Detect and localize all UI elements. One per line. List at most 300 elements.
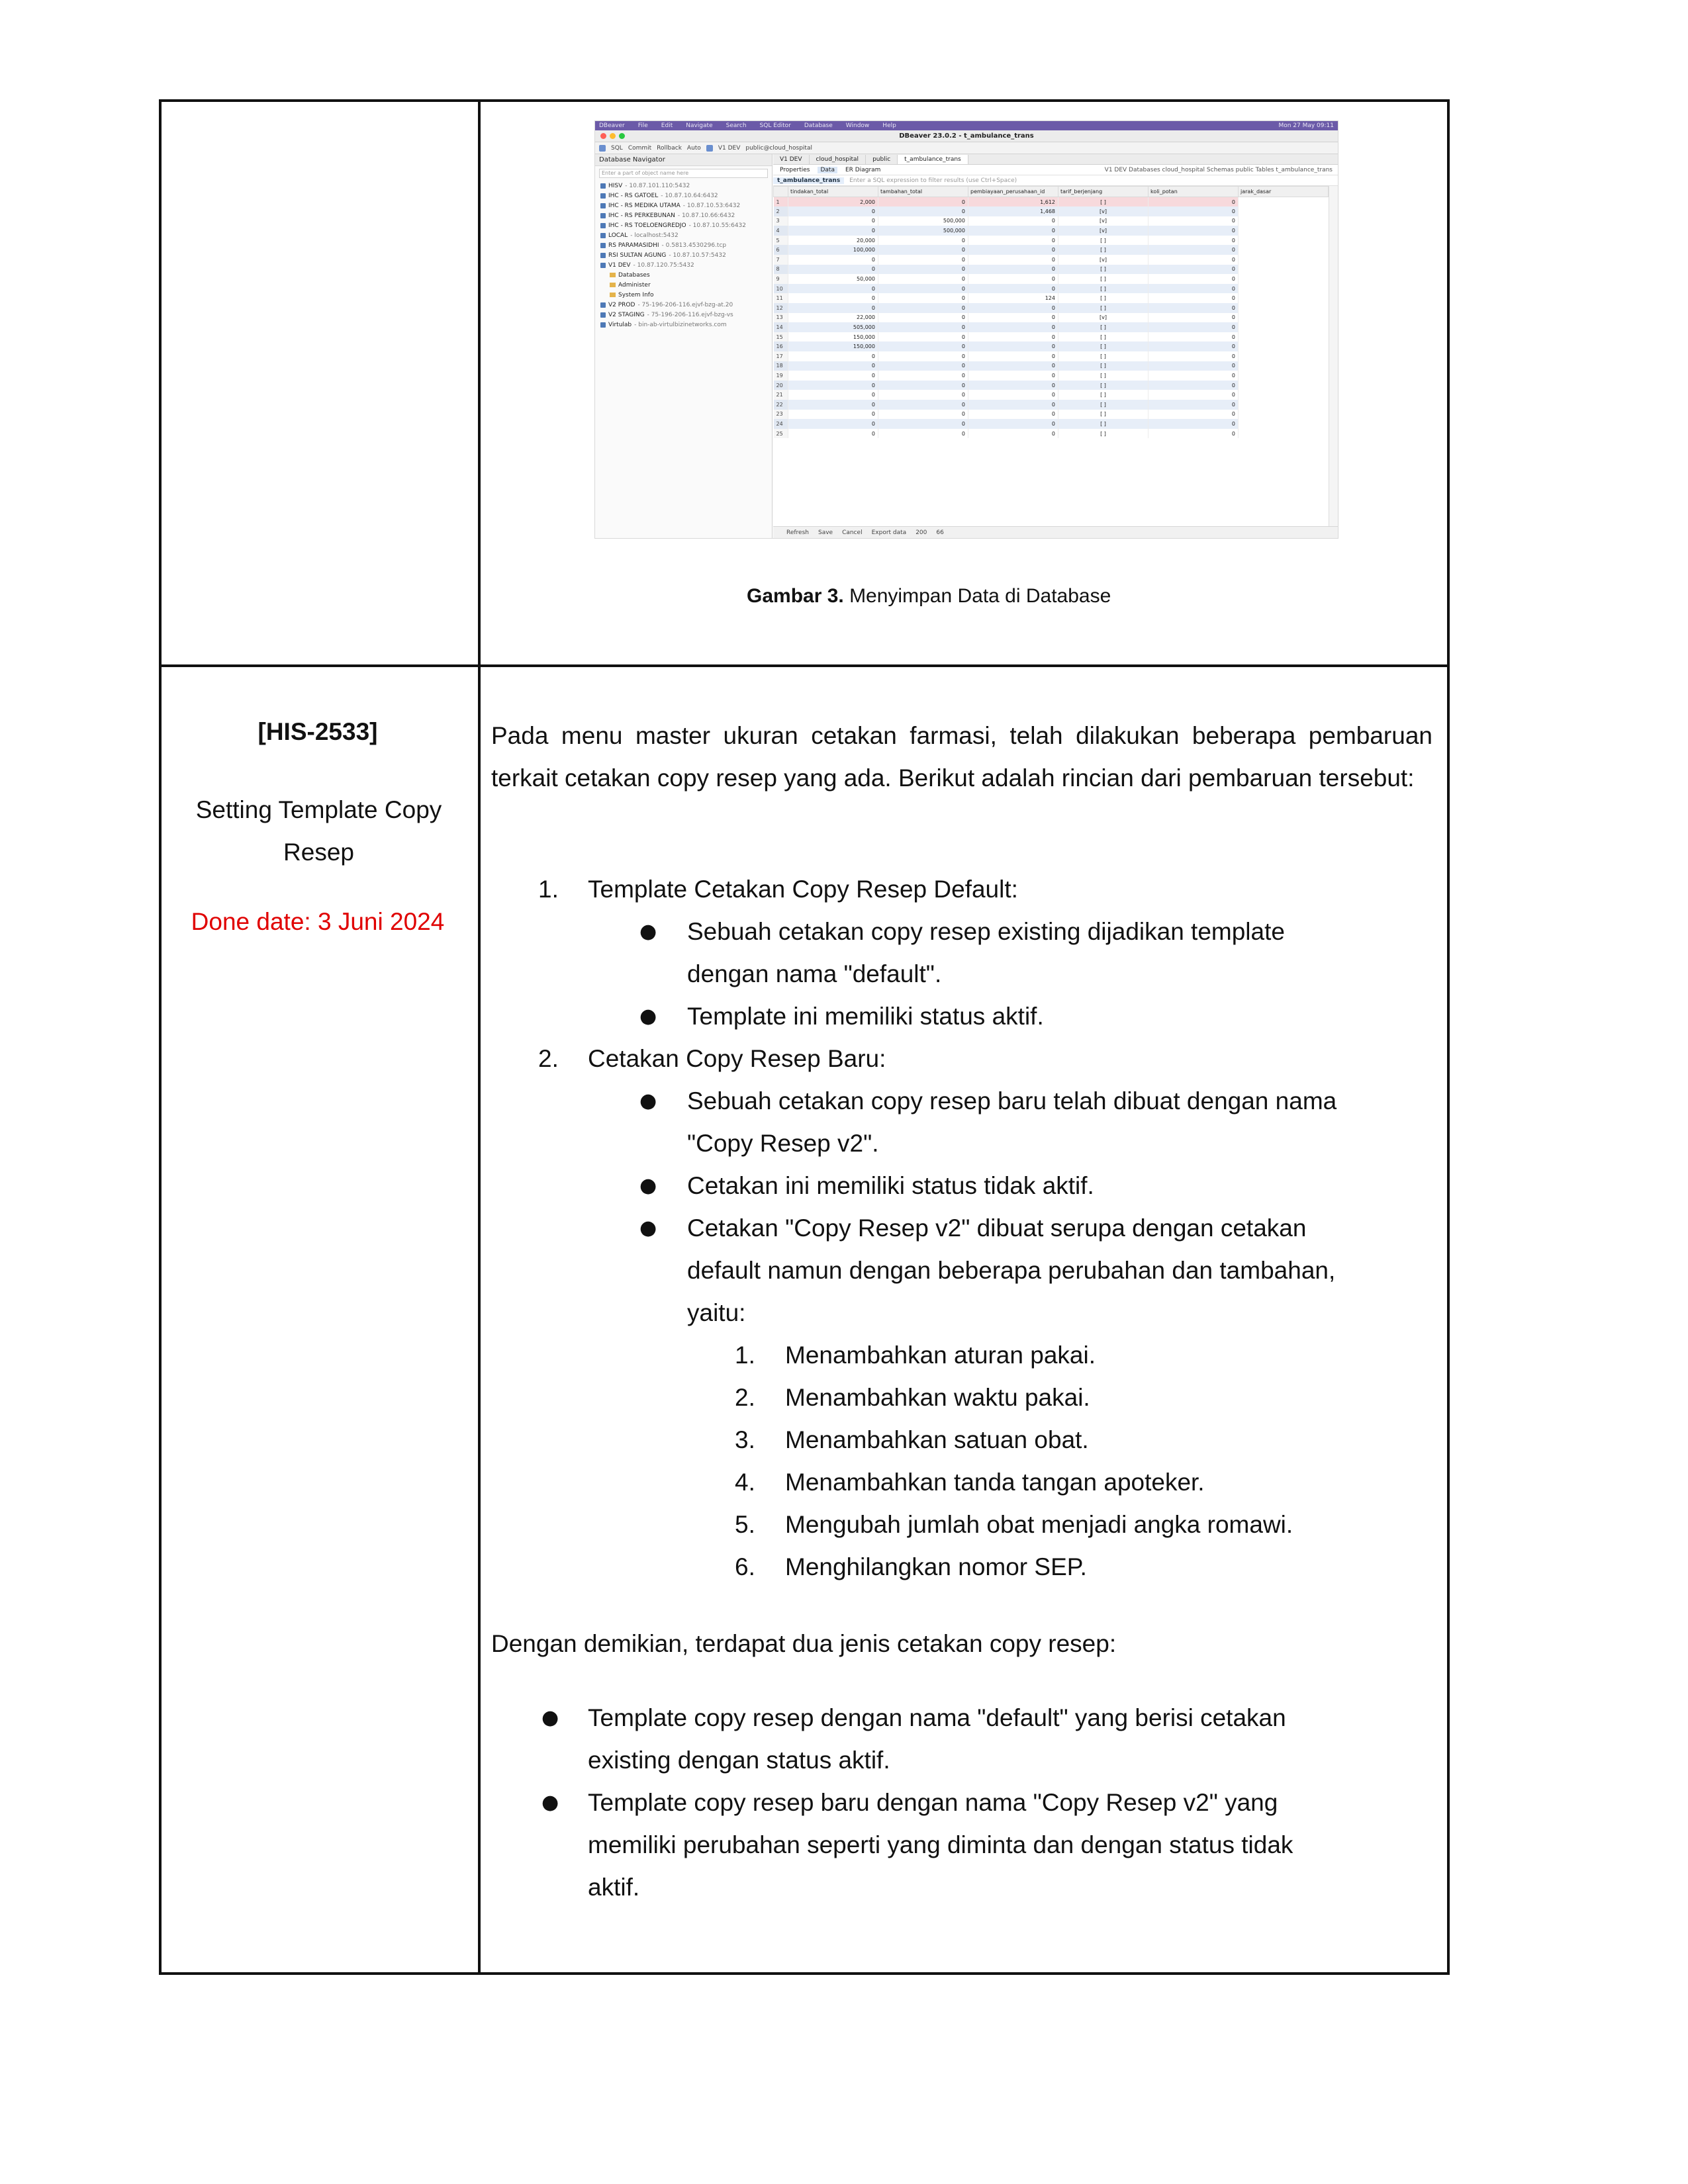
editor-tabs bbox=[773, 154, 1338, 165]
table-cell: [v] bbox=[1058, 313, 1149, 323]
row-number: 23 bbox=[774, 410, 788, 420]
row-number: 25 bbox=[774, 429, 788, 439]
table-cell: 0 bbox=[878, 245, 968, 255]
table-cell: 0 bbox=[968, 371, 1058, 381]
table-cell: 0 bbox=[788, 390, 878, 400]
change-number: 3. bbox=[735, 1426, 755, 1453]
table-cell: 0 bbox=[968, 322, 1058, 332]
table-cell: 0 bbox=[1149, 197, 1239, 207]
table-cell: [v] bbox=[1058, 206, 1149, 216]
navigator-item bbox=[595, 310, 772, 320]
change-text: Mengubah jumlah obat menjadi angka romawi. bbox=[785, 1511, 1293, 1538]
navigator-item-label: Databases bbox=[618, 271, 650, 279]
table-cell: 0 bbox=[1149, 332, 1239, 342]
done-date: Done date: 3 Juni 2024 bbox=[191, 908, 445, 935]
table-cell: 50,000 bbox=[788, 274, 878, 284]
table-cell: 0 bbox=[788, 303, 878, 313]
table-row bbox=[774, 255, 1329, 265]
table-cell: 1,468 bbox=[968, 206, 1058, 216]
table-cell: [ ] bbox=[1058, 419, 1149, 429]
change-number: 2. bbox=[735, 1384, 755, 1411]
table-row bbox=[774, 332, 1329, 342]
row-number: 21 bbox=[774, 390, 788, 400]
table-cell: 0 bbox=[878, 332, 968, 342]
table-cell: 0 bbox=[1149, 284, 1239, 294]
export-label: Export data bbox=[871, 529, 907, 536]
table-cell: [ ] bbox=[1058, 400, 1149, 410]
navigator-tree bbox=[595, 181, 772, 330]
breadcrumb: V1 DEV Databases cloud_hospital Schemas public Tables t_ambulance_trans bbox=[1104, 166, 1333, 173]
change-text: Menambahkan satuan obat. bbox=[785, 1426, 1089, 1453]
table-row bbox=[774, 361, 1329, 371]
row-number: 14 bbox=[774, 322, 788, 332]
table-cell: [v] bbox=[1058, 226, 1149, 236]
bullet-text: default namun dengan beberapa perubahan dan tambahan, bbox=[687, 1257, 1336, 1284]
table-cell: 0 bbox=[788, 255, 878, 265]
ticket-id: [HIS-2533] bbox=[258, 718, 378, 745]
navigator-item-host: - 10.87.101.110:5432 bbox=[625, 182, 690, 189]
table-cell: 0 bbox=[1149, 371, 1239, 381]
table-cell: 0 bbox=[878, 429, 968, 439]
table-cell: 0 bbox=[788, 293, 878, 303]
table-cell: 0 bbox=[878, 322, 968, 332]
cancel-label: Cancel bbox=[842, 529, 863, 536]
table-cell: [ ] bbox=[1058, 381, 1149, 390]
summary-intro: Dengan demikian, terdapat dua jenis cetakan copy resep: bbox=[491, 1630, 1117, 1657]
navigator-title: Database Navigator bbox=[595, 154, 772, 166]
table-cell: 0 bbox=[878, 341, 968, 351]
menu-item: File bbox=[637, 122, 648, 129]
subtab: ER Diagram bbox=[845, 166, 881, 173]
menu-item: Edit bbox=[661, 122, 673, 129]
table-row bbox=[774, 245, 1329, 255]
subtab: Properties bbox=[780, 166, 810, 173]
table-row bbox=[774, 274, 1329, 284]
table-cell: 0 bbox=[788, 351, 878, 361]
row-number: 15 bbox=[774, 332, 788, 342]
table-cell: 0 bbox=[1149, 400, 1239, 410]
navigator-item-label: V1 DEV bbox=[608, 261, 631, 269]
row-number: 20 bbox=[774, 381, 788, 390]
table-cell: 0 bbox=[788, 400, 878, 410]
navigator-item-host: - 10.87.10.55:6432 bbox=[688, 222, 746, 229]
bullet-icon: ● bbox=[541, 1791, 559, 1814]
table-cell: [v] bbox=[1058, 255, 1149, 265]
bullet-icon: ● bbox=[639, 1089, 657, 1113]
change-number: 5. bbox=[735, 1511, 755, 1538]
database-icon bbox=[600, 322, 606, 328]
row-number: 24 bbox=[774, 419, 788, 429]
table-cell: [ ] bbox=[1058, 390, 1149, 400]
table-cell: 0 bbox=[878, 371, 968, 381]
table-row bbox=[774, 265, 1329, 275]
table-cell: 0 bbox=[1149, 351, 1239, 361]
database-navigator bbox=[595, 154, 773, 538]
row-number: 6 bbox=[774, 245, 788, 255]
task-title: Setting Template Copy Resep bbox=[195, 796, 442, 866]
table-row bbox=[774, 400, 1329, 410]
table-cell: 0 bbox=[878, 390, 968, 400]
navigator-item bbox=[595, 320, 772, 330]
navigator-item-label: RSI SULTAN AGUNG bbox=[608, 251, 667, 259]
change-text: Menghilangkan nomor SEP. bbox=[785, 1553, 1087, 1580]
database-icon bbox=[600, 302, 606, 308]
navigator-item-label: Administer bbox=[618, 281, 651, 289]
table-cell: 0 bbox=[788, 206, 878, 216]
table-cell: 0 bbox=[1149, 322, 1239, 332]
table-cell: 0 bbox=[878, 313, 968, 323]
table-cell: 0 bbox=[1149, 381, 1239, 390]
table-cell: 0 bbox=[1149, 236, 1239, 246]
dbeaver-screenshot bbox=[594, 120, 1338, 539]
database-icon bbox=[600, 203, 606, 208]
connection-icon bbox=[706, 145, 713, 152]
toolbar-label: Auto bbox=[686, 144, 701, 152]
mac-menubar bbox=[595, 121, 1338, 130]
table-cell: [ ] bbox=[1058, 284, 1149, 294]
navigator-item bbox=[595, 201, 772, 210]
table-cell: 0 bbox=[968, 284, 1058, 294]
table-cell: 0 bbox=[788, 419, 878, 429]
navigator-item bbox=[595, 220, 772, 230]
toolbar-label: Commit bbox=[628, 144, 652, 152]
table-cell: 0 bbox=[968, 226, 1058, 236]
table-cell: 0 bbox=[788, 361, 878, 371]
editor-tab: public bbox=[866, 155, 898, 164]
table-cell: 0 bbox=[968, 410, 1058, 420]
table-cell: 0 bbox=[788, 429, 878, 439]
menu-item: Navigate bbox=[686, 122, 713, 129]
table-cell: [ ] bbox=[1058, 410, 1149, 420]
column-header: koli_potan bbox=[1149, 187, 1239, 197]
table-row bbox=[774, 429, 1329, 439]
table-cell: 500,000 bbox=[878, 216, 968, 226]
table-row bbox=[774, 351, 1329, 361]
bullet-icon: ● bbox=[639, 1005, 657, 1028]
menu-item: Database bbox=[804, 122, 833, 129]
bullet-icon: ● bbox=[639, 920, 657, 943]
fetch-size: 200 bbox=[915, 529, 927, 536]
database-icon bbox=[600, 312, 606, 318]
database-icon bbox=[600, 233, 606, 238]
row-divider bbox=[162, 664, 1447, 667]
table-cell: 0 bbox=[878, 419, 968, 429]
column-header: tindakan_total bbox=[788, 187, 878, 197]
table-cell: 124 bbox=[968, 293, 1058, 303]
column-divider bbox=[478, 102, 481, 1972]
table-row bbox=[774, 293, 1329, 303]
column-header: pembiayaan_perusahaan_id bbox=[968, 187, 1058, 197]
clock: Mon 27 May 09:11 bbox=[1278, 122, 1334, 129]
table-cell: 0 bbox=[1149, 274, 1239, 284]
bullet-text: Cetakan "Copy Resep v2" dibuat serupa dengan cetakan bbox=[687, 1214, 1307, 1242]
menu-item: SQL Editor bbox=[759, 122, 791, 129]
table-cell: 0 bbox=[878, 284, 968, 294]
navigator-item-host: - 75-196-206-116.ejvf-bzg-at.20 bbox=[637, 301, 733, 308]
toolbar-label: V1 DEV bbox=[718, 144, 741, 152]
list-number: 1. bbox=[538, 876, 559, 903]
table-row bbox=[774, 410, 1329, 420]
panels-strip bbox=[1329, 186, 1338, 526]
row-number-header bbox=[774, 187, 788, 197]
table-cell: 0 bbox=[878, 265, 968, 275]
row-number: 5 bbox=[774, 236, 788, 246]
menu-item: DBeaver bbox=[599, 122, 625, 129]
table-row bbox=[774, 419, 1329, 429]
list-item-title: Template Cetakan Copy Resep Default: bbox=[588, 876, 1018, 903]
table-cell: 0 bbox=[968, 400, 1058, 410]
table-cell: 0 bbox=[1149, 303, 1239, 313]
bullet-text: Sebuah cetakan copy resep baru telah dibuat dengan nama bbox=[687, 1087, 1337, 1115]
table-cell: 0 bbox=[788, 284, 878, 294]
change-number: 4. bbox=[735, 1469, 755, 1496]
table-row bbox=[774, 313, 1329, 323]
table-cell: 505,000 bbox=[788, 322, 878, 332]
table-row bbox=[774, 303, 1329, 313]
change-number: 1. bbox=[735, 1342, 755, 1369]
result-grid bbox=[773, 186, 1329, 526]
navigator-item bbox=[595, 240, 772, 250]
row-number: 10 bbox=[774, 284, 788, 294]
folder-icon bbox=[610, 273, 616, 277]
table-cell: 0 bbox=[878, 361, 968, 371]
table-cell: 0 bbox=[1149, 265, 1239, 275]
database-icon bbox=[600, 223, 606, 228]
database-icon bbox=[600, 183, 606, 189]
row-number: 13 bbox=[774, 313, 788, 323]
summary-text: aktif. bbox=[588, 1874, 640, 1901]
navigator-item-host: - 0.5813.4530296.tcp bbox=[661, 242, 727, 249]
table-cell: 0 bbox=[968, 303, 1058, 313]
figure-caption bbox=[747, 585, 1210, 608]
row-number: 16 bbox=[774, 341, 788, 351]
table-cell: 0 bbox=[1149, 245, 1239, 255]
table-row bbox=[774, 341, 1329, 351]
table-cell: 0 bbox=[788, 410, 878, 420]
sql-icon bbox=[599, 145, 606, 152]
list-number: 2. bbox=[538, 1045, 559, 1072]
navigator-item bbox=[595, 260, 772, 270]
navigator-item-label: V2 STAGING bbox=[608, 311, 645, 318]
table-cell: 0 bbox=[968, 236, 1058, 246]
navigator-item-host: - 10.87.10.53:6432 bbox=[682, 202, 741, 209]
navigator-item-host: - bin-ab-virtulbizinetworks.com bbox=[634, 321, 727, 328]
table-cell: [ ] bbox=[1058, 322, 1149, 332]
table-cell: [ ] bbox=[1058, 371, 1149, 381]
folder-icon bbox=[610, 283, 616, 287]
table-cell: 0 bbox=[878, 381, 968, 390]
navigator-item-label: V2 PROD bbox=[608, 301, 635, 308]
table-row bbox=[774, 197, 1329, 207]
table-cell: [ ] bbox=[1058, 236, 1149, 246]
bullet-text: yaitu: bbox=[687, 1299, 746, 1326]
change-text: Menambahkan waktu pakai. bbox=[785, 1384, 1090, 1411]
editor-tab: V1 DEV bbox=[773, 155, 810, 164]
table-cell: 0 bbox=[788, 226, 878, 236]
bullet-icon: ● bbox=[639, 1216, 657, 1240]
table-cell: 150,000 bbox=[788, 332, 878, 342]
row-number: 4 bbox=[774, 226, 788, 236]
bullet-text: Sebuah cetakan copy resep existing dijadikan template bbox=[687, 918, 1285, 945]
table-cell: [ ] bbox=[1058, 351, 1149, 361]
table-cell: 0 bbox=[968, 332, 1058, 342]
table-cell: 0 bbox=[878, 351, 968, 361]
table-cell: 0 bbox=[1149, 206, 1239, 216]
navigator-search: Enter a part of object name here bbox=[599, 169, 768, 178]
table-cell: 0 bbox=[788, 371, 878, 381]
window-titlebar bbox=[595, 130, 1338, 142]
navigator-item-host: - localhost:5432 bbox=[630, 232, 679, 239]
table-cell: 0 bbox=[1149, 226, 1239, 236]
menu-item: Window bbox=[845, 122, 870, 129]
table-cell: 0 bbox=[1149, 341, 1239, 351]
table-cell: 0 bbox=[1149, 390, 1239, 400]
summary-text: Template copy resep dengan nama "default" yang berisi cetakan bbox=[588, 1704, 1286, 1731]
navigator-item-label: LOCAL bbox=[608, 232, 628, 239]
navigator-item-label: System Info bbox=[618, 291, 654, 298]
bullet-icon: ● bbox=[541, 1706, 559, 1729]
table-cell: [ ] bbox=[1058, 303, 1149, 313]
table-cell: [ ] bbox=[1058, 429, 1149, 439]
table-cell: 0 bbox=[968, 313, 1058, 323]
table-cell: 0 bbox=[878, 410, 968, 420]
toolbar-label: Rollback bbox=[657, 144, 682, 152]
navigator-item-host: - 10.87.10.66:6432 bbox=[677, 212, 735, 219]
change-text: Menambahkan tanda tangan apoteker. bbox=[785, 1469, 1205, 1496]
row-number: 8 bbox=[774, 265, 788, 275]
navigator-item-label: Virtulab bbox=[608, 321, 632, 328]
change-text: Menambahkan aturan pakai. bbox=[785, 1342, 1096, 1369]
toolbar-label: public@cloud_hospital bbox=[745, 144, 812, 152]
column-header: tarif_berjenjang bbox=[1058, 187, 1149, 197]
table-cell: 0 bbox=[968, 216, 1058, 226]
table-cell: 0 bbox=[878, 206, 968, 216]
table-cell: 2,000 bbox=[788, 197, 878, 207]
navigator-item-label: HISV bbox=[608, 182, 623, 189]
navigator-item-host: - 10.87.120.75:5432 bbox=[633, 261, 694, 269]
table-cell: 0 bbox=[968, 390, 1058, 400]
table-cell: [ ] bbox=[1058, 274, 1149, 284]
subtab: Data bbox=[818, 167, 837, 173]
navigator-item-host: - 75-196-206-116.ejvf-bzg-vs bbox=[647, 311, 733, 318]
navigator-item-label: IHC - RS MEDIKA UTAMA bbox=[608, 202, 680, 209]
bullet-icon: ● bbox=[639, 1174, 657, 1197]
table-cell: 0 bbox=[968, 361, 1058, 371]
filter-input: Enter a SQL expression to filter results (use Ctrl+Space) bbox=[849, 177, 1017, 184]
save-label: Save bbox=[818, 529, 833, 536]
table-cell: [ ] bbox=[1058, 293, 1149, 303]
table-cell: 500,000 bbox=[878, 226, 968, 236]
bullet-text: "Copy Resep v2". bbox=[687, 1130, 879, 1157]
navigator-item-label: IHC - RS PERKEBUNAN bbox=[608, 212, 675, 219]
navigator-item-host: - 10.87.10.64:6432 bbox=[661, 192, 718, 199]
table-cell: [ ] bbox=[1058, 332, 1149, 342]
row-number: 22 bbox=[774, 400, 788, 410]
table-cell: 0 bbox=[968, 265, 1058, 275]
table-cell: 0 bbox=[1149, 216, 1239, 226]
toolbar-label: SQL bbox=[611, 144, 623, 152]
bullet-text: dengan nama "default". bbox=[687, 960, 942, 987]
table-editor bbox=[773, 154, 1338, 538]
navigator-item bbox=[595, 290, 772, 300]
change-number: 6. bbox=[735, 1553, 755, 1580]
app-toolbar bbox=[595, 142, 1338, 154]
caption-text: Menyimpan Data di Database bbox=[843, 585, 1111, 607]
table-row bbox=[774, 236, 1329, 246]
table-cell: 0 bbox=[788, 265, 878, 275]
summary-text: existing dengan status aktif. bbox=[588, 1747, 890, 1774]
navigator-item bbox=[595, 270, 772, 280]
editor-tab: cloud_hospital bbox=[810, 155, 867, 164]
database-icon bbox=[600, 253, 606, 258]
row-number: 1 bbox=[774, 197, 788, 207]
table-cell: 0 bbox=[968, 255, 1058, 265]
refresh-label: Refresh bbox=[786, 529, 809, 536]
table-cell: 20,000 bbox=[788, 236, 878, 246]
table-row bbox=[774, 216, 1329, 226]
table-row bbox=[774, 226, 1329, 236]
table-cell: [ ] bbox=[1058, 197, 1149, 207]
table-name: t_ambulance_trans bbox=[773, 177, 844, 184]
navigator-item bbox=[595, 300, 772, 310]
table-cell: 0 bbox=[968, 274, 1058, 284]
row-number: 3 bbox=[774, 216, 788, 226]
caption-label: Gambar 3. bbox=[747, 585, 844, 607]
table-row bbox=[774, 206, 1329, 216]
table-cell: 0 bbox=[1149, 419, 1239, 429]
table-cell: 0 bbox=[1149, 293, 1239, 303]
table-cell: 0 bbox=[968, 429, 1058, 439]
navigator-item bbox=[595, 210, 772, 220]
window-title: DBeaver 23.0.2 - t_ambulance_trans bbox=[899, 132, 1034, 140]
intro-paragraph: Pada menu master ukuran cetakan farmasi, telah dilakukan beberapa pembaruan terkait cetakan copy resep yang ada. Berikut adalah rincian dari pembaruan tersebut: bbox=[491, 722, 1432, 792]
grid-statusbar bbox=[773, 526, 1338, 538]
table-row bbox=[774, 284, 1329, 294]
table-cell: 0 bbox=[1149, 410, 1239, 420]
table-row bbox=[774, 371, 1329, 381]
row-number: 2 bbox=[774, 206, 788, 216]
table-cell: 0 bbox=[1149, 313, 1239, 323]
row-number: 11 bbox=[774, 293, 788, 303]
table-row bbox=[774, 390, 1329, 400]
table-cell: 0 bbox=[1149, 361, 1239, 371]
table-cell: 0 bbox=[878, 255, 968, 265]
list-item-title: Cetakan Copy Resep Baru: bbox=[588, 1045, 886, 1072]
summary-text: memiliki perubahan seperti yang diminta dan dengan status tidak bbox=[588, 1831, 1293, 1858]
table-cell: 0 bbox=[878, 274, 968, 284]
table-cell: 0 bbox=[878, 400, 968, 410]
table-cell: 0 bbox=[878, 303, 968, 313]
table-cell: 0 bbox=[788, 381, 878, 390]
table-cell: 1,612 bbox=[968, 197, 1058, 207]
database-icon bbox=[600, 243, 606, 248]
table-cell: 0 bbox=[968, 341, 1058, 351]
menu-item: Help bbox=[882, 122, 896, 129]
editor-tab: t_ambulance_trans bbox=[898, 155, 968, 164]
column-header: tambahan_total bbox=[878, 187, 968, 197]
table-cell: [ ] bbox=[1058, 245, 1149, 255]
table-cell: [ ] bbox=[1058, 265, 1149, 275]
table-cell: 0 bbox=[968, 245, 1058, 255]
navigator-item bbox=[595, 191, 772, 201]
table-row bbox=[774, 322, 1329, 332]
table-cell: [ ] bbox=[1058, 341, 1149, 351]
table-cell: [ ] bbox=[1058, 361, 1149, 371]
database-icon bbox=[600, 213, 606, 218]
row-number: 19 bbox=[774, 371, 788, 381]
table-cell: 150,000 bbox=[788, 341, 878, 351]
navigator-item-label: IHC - RS GATOEL bbox=[608, 192, 659, 199]
